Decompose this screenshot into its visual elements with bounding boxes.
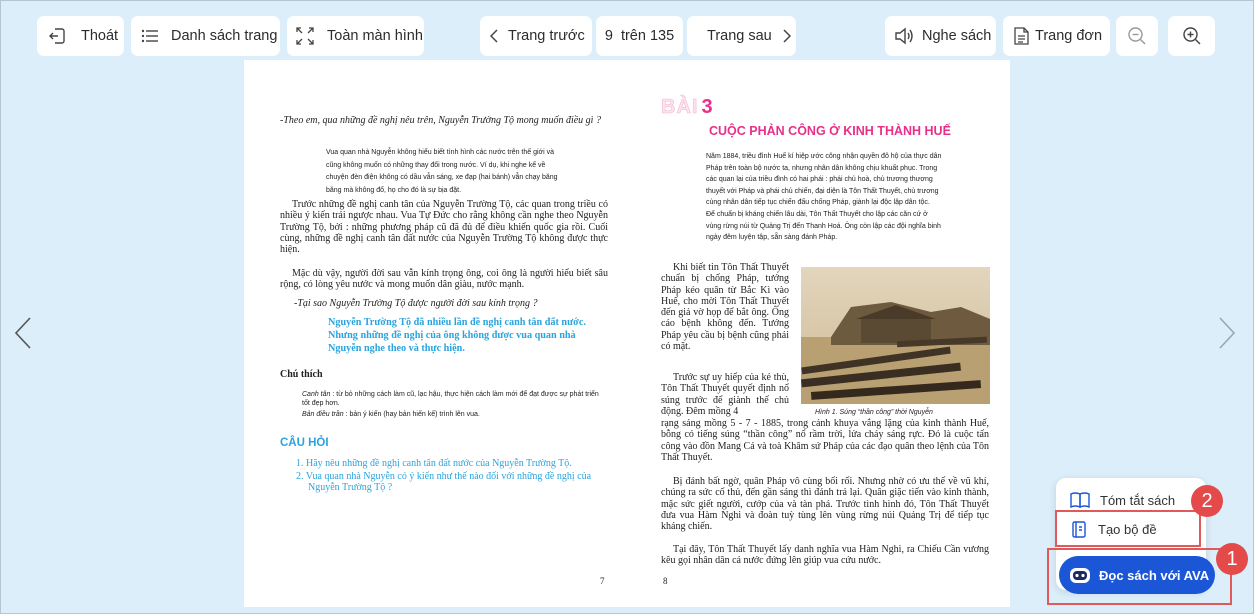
book-spread [244, 60, 1010, 607]
question-item-1: 1. Hãy nêu những đề nghị canh tân đất nước của Nguyễn Trường Tộ. [296, 458, 572, 469]
book-icon [1070, 492, 1090, 508]
intro-line: Để chuẩn bị kháng chiến lâu dài, Tôn Thất Thuyết cho lập các căn cứ ở [706, 210, 928, 218]
next-page-arrow[interactable] [1218, 316, 1236, 355]
list-icon [141, 28, 159, 44]
single-page-label: Trang đơn [1035, 28, 1103, 44]
note-1-text: : từ bỏ những cách làm cũ, lạc hậu, thực hiện cách làm mới để đạt được sự phát triển tốt đẹp hơn. [302, 391, 599, 407]
chevron-left-icon [490, 29, 498, 43]
lesson-number: 3 [701, 96, 713, 118]
listen-label: Nghe sách [922, 28, 992, 44]
note-2 [302, 410, 602, 419]
paragraph-2a: Trước sự uy hiếp của kẻ thù, Tôn Thất Thuyết quyết định nổ súng trước để giành thế chủ động. Đêm mồng 4 [661, 372, 789, 417]
note-1-term: Canh tân [302, 391, 331, 398]
lesson-label: BÀI [661, 96, 699, 118]
next-page-button[interactable] [687, 16, 796, 56]
step-badge-1: 1 [1216, 543, 1248, 575]
chevron-right-icon [1218, 316, 1236, 350]
exit-button[interactable] [37, 16, 124, 56]
answer-1-line: cũng không muốn có những thay đổi trong nước. Ví dụ, khi nghe kể về [326, 161, 546, 169]
page-list-label: Danh sách trang [171, 28, 278, 44]
question-1: -Theo em, qua những đề nghị nêu trên, Nguyễn Trường Tộ mong muốn điều gì ? [280, 115, 601, 126]
right-page [627, 60, 1010, 607]
intro-line: vùng rừng núi từ Quảng Trị đến Thanh Hoá. Ông còn lập các đội nghĩa binh [706, 222, 941, 230]
exit-label: Thoát [81, 28, 119, 44]
speaker-icon [894, 27, 914, 45]
photo-caption: Hình 1. Súng “thần công” thời Nguyễn [815, 409, 933, 416]
page-list-button[interactable] [131, 16, 280, 56]
chevron-right-icon [783, 29, 791, 43]
prev-page-label: Trang trước [508, 28, 585, 44]
answer-1-line: chuyện đèn điện không có dầu vẫn sáng, xe đạp (hai bánh) vẫn chạy băng [326, 174, 558, 181]
intro-line: các quan lại của triều đình có hai phái : phái chủ hoà, chủ trương thương [706, 176, 933, 184]
paragraph-4: Tại đây, Tôn Thất Thuyết lấy danh nghĩa vua Hàm Nghi, ra Chiếu Cần vương kêu gọi nhân dân cả nước đứng lên giúp vua cứu nước. [661, 544, 989, 567]
page-number-right: 8 [663, 576, 668, 586]
answer-1 [326, 147, 616, 197]
intro-line: Pháp trên toàn bộ nước ta, nhưng nhân dân không chịu khuất phục. Trong [706, 164, 938, 172]
paragraph-2b: rạng sáng mồng 5 - 7 - 1885, trong cảnh khuya vắng lặng của kinh thành Huế, bỗng có tiếng súng “thần công” nổ rầm trời, lửa cháy sáng rực. Đó là cuộc tấn công vào đồn Mang Cá và toà Khâm sứ Pháp của các đạo quân theo lệnh của Tôn Thất Thuyết. [661, 418, 989, 463]
next-page-label: Trang sau [707, 28, 772, 44]
listen-button[interactable] [885, 16, 996, 56]
notes-title: Chú thích [280, 369, 323, 380]
paragraph-1: Khi biết tin Tôn Thất Thuyết chuẩn bị chống Pháp, tướng Pháp kéo quân từ Bắc Kì vào Huế, cho mời Tôn Thất Thuyết đến giả vờ họp để bắt ông. Ông cáo bệnh không đến. Tướng Pháp yêu cầu bị bệnh cũng phải có mặt. [661, 262, 789, 353]
left-page [244, 60, 627, 607]
intro-box [706, 151, 996, 244]
single-page-button[interactable] [1003, 16, 1110, 56]
intro-line: ngày đêm luyện tập, sẵn sàng đánh Pháp. [706, 234, 838, 242]
answer-2: Nguyễn Trường Tộ đã nhiều lần đề nghị canh tân đất nước. Nhưng những đề nghị của ông không được vua quan nhà Nguyễn nghe theo và thực hiện. [328, 317, 586, 354]
note-2-text: : bản ý kiến (hay bản hiến kế) trình lên vua. [343, 411, 480, 418]
robot-icon [1069, 566, 1091, 584]
intro-line: Năm 1884, triều đình Huế kí hiệp ước công nhận quyền đô hộ của thực dân [706, 153, 942, 160]
zoom-out-icon [1127, 26, 1147, 46]
paragraph-1: Trước những đề nghị canh tân của Nguyễn Trường Tộ, các quan trong triều có nhiều ý kiến trái ngược nhau. Vua Tự Đức cho rằng không cần nghe theo Nguyễn Trường Tộ, bởi : những phương pháp cũ đã đủ để điều khiển quốc gia rồi. Cuối cùng, những đề nghị canh tân đất nước của Nguyễn Trường Tộ không được thực hiện. [280, 199, 608, 256]
prev-page-arrow[interactable] [14, 316, 32, 355]
fullscreen-button[interactable] [287, 16, 424, 56]
lesson-heading [661, 96, 713, 119]
question-item-2: 2. Vua quan nhà Nguyễn có ý kiến như thế nào đối với những đề nghị của Nguyễn Trường Tộ ? [296, 471, 592, 493]
answer-1-line: Vua quan nhà Nguyễn không hiểu biết tình hình các nước trên thế giới và [326, 149, 555, 156]
cannon-photo [801, 267, 990, 404]
zoom-in-button[interactable] [1168, 16, 1215, 56]
question-2: -Tại sao Nguyễn Trường Tộ được người đời sau kính trọng ? [294, 298, 538, 309]
paragraph-3: Bị đánh bất ngờ, quân Pháp vô cùng bối rối. Nhưng nhờ có ưu thế về vũ khí, chúng ra sức cố thủ, đến gần sáng thì đánh trả lại. Quân giặc tiến vào kinh thành, mặc sức giết người, cướp của và tàn phá. Trước tình hình đó, Tôn Thất Thuyết đưa vua Hàm Nghi và đoàn tuỳ tùng lên vùng rừng núi Quảng Trị để tiếp tục kháng chiến. [661, 476, 989, 533]
step-badge-2: 2 [1191, 485, 1223, 517]
highlight-box-quiz [1055, 510, 1201, 547]
document-icon [1014, 27, 1029, 45]
questions-title: CÂU HỎI [280, 437, 329, 449]
intro-line: thuyết với Pháp và phái chủ chiến, đại diện là Tôn Thất Thuyết, chủ trương [706, 187, 939, 195]
answer-1-line: băng mà không đổ, họ cho đó là sự bịa đặt. [326, 186, 462, 194]
chevron-left-icon [14, 316, 32, 350]
summary-label: Tóm tắt sách [1100, 492, 1176, 508]
page-indicator[interactable] [596, 16, 683, 56]
fullscreen-label: Toàn màn hình [327, 28, 423, 44]
zoom-in-icon [1182, 26, 1202, 46]
intro-line: cùng nhân dân tiếp tục chiến đấu chống Pháp, giành lại độc lập dân tộc. [706, 199, 930, 207]
read-with-ava-label: Đọc sách với AVA [1099, 567, 1210, 583]
page-indicator-text: 9 trên 135 [604, 28, 675, 44]
page-number-left: 7 [600, 576, 605, 586]
note-2-term: Bản điều trần [302, 411, 344, 418]
lesson-title: CUỘC PHẢN CÔNG Ở KINH THÀNH HUẾ [709, 124, 951, 138]
read-with-ava-button[interactable] [1059, 556, 1215, 594]
paragraph-2: Mặc dù vậy, người đời sau vẫn kính trọng ông, coi ông là người hiểu biết sâu rộng, có lòng yêu nước và mong muốn dân giàu, nước mạnh. [280, 268, 608, 291]
create-quiz-label: Tạo bộ đề [1098, 521, 1157, 537]
fullscreen-icon [296, 27, 314, 45]
prev-page-button[interactable] [480, 16, 592, 56]
exit-icon [47, 26, 67, 46]
note-1 [302, 390, 602, 408]
zoom-out-button[interactable] [1116, 16, 1158, 56]
